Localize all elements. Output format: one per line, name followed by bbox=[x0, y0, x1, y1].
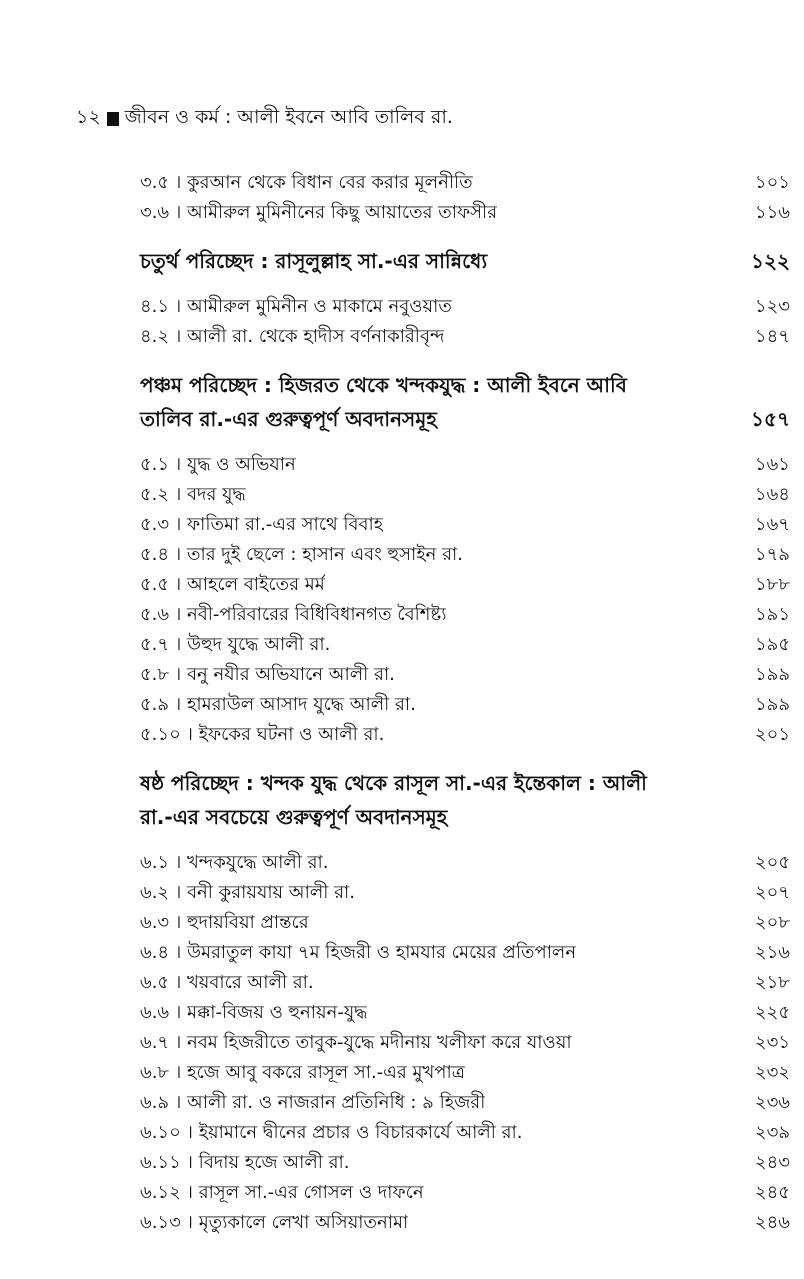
toc-entry-page: ২৪৩ bbox=[754, 1152, 790, 1173]
toc-entry-page: ১৯৯ bbox=[754, 694, 790, 715]
toc-entry bbox=[140, 1058, 790, 1088]
toc-entry bbox=[140, 540, 790, 570]
running-head bbox=[76, 103, 453, 135]
toc-entry bbox=[140, 198, 790, 228]
toc-entry-label: ৫.২ । বদর যুদ্ধ bbox=[140, 484, 246, 505]
toc-entry bbox=[140, 600, 790, 630]
toc-entry-label: ৫.১ । যুদ্ধ ও অভিযান bbox=[140, 454, 296, 475]
toc-entry-label: ৬.৭ । নবম হিজরীতে তাবুক-যুদ্ধে মদীনায় খলীফা করে যাওয়া bbox=[140, 1032, 572, 1053]
toc-entry-label: ৬.১ । খন্দকযুদ্ধে আলী রা. bbox=[140, 852, 329, 873]
chapter-heading bbox=[140, 368, 790, 436]
toc-entry-page: ১৯৫ bbox=[754, 634, 790, 655]
toc-entry-label: ৬.৪ । উমরাতুল কাযা ৭ম হিজরী ও হামযার মেয়ের প্রতিপালন bbox=[140, 942, 577, 963]
toc-entry bbox=[140, 450, 790, 480]
toc-entry-label: ৬.৫ । খয়বারে আলী রা. bbox=[140, 972, 314, 993]
toc-entry-page: ২২৫ bbox=[754, 1002, 790, 1023]
page-number: ১২ bbox=[76, 106, 101, 128]
toc-entry bbox=[140, 1088, 790, 1118]
toc-entry bbox=[140, 690, 790, 720]
chapter-heading-line: তালিব রা.-এর গুরুত্বপূর্ণ অবদানসমূহ bbox=[140, 407, 437, 431]
toc-entry-page: ১৬১ bbox=[754, 454, 790, 475]
chapter-heading-page: ১৫৭ bbox=[751, 407, 790, 431]
toc-entry-label: ৬.২ । বনী কুরায়যায় আলী রা. bbox=[140, 882, 355, 903]
toc-entry-label: ৫.৮ । বনু নযীর অভিযানে আলী রা. bbox=[140, 664, 395, 685]
toc-entry-page: ২০৭ bbox=[754, 882, 790, 903]
toc-entry-label: ৬.৮ । হজে আবু বকরে রাসূল সা.-এর মুখপাত্র bbox=[140, 1062, 465, 1083]
toc-entry-label: ৫.৪ । তার দুই ছেলে : হাসান এবং হুসাইন রা. bbox=[140, 544, 463, 565]
toc-entry bbox=[140, 848, 790, 878]
toc-entry bbox=[140, 570, 790, 600]
toc-entry bbox=[140, 938, 790, 968]
toc-entry-label: ৬.১০ । ইয়ামানে দ্বীনের প্রচার ও বিচারকার্যে আলী রা. bbox=[140, 1122, 523, 1143]
toc-entry bbox=[140, 998, 790, 1028]
toc-entry-page: ১২৩ bbox=[754, 296, 790, 317]
toc-entry-page: ২৩২ bbox=[754, 1062, 790, 1083]
toc-entry bbox=[140, 630, 790, 660]
toc-entry-label: ৩.৫ । কুরআন থেকে বিধান বের করার মূলনীতি bbox=[140, 172, 473, 193]
chapter-heading-line: পঞ্চম পরিচ্ছেদ : হিজরত থেকে খন্দকযুদ্ধ : আলী ইবনে আবি bbox=[140, 373, 627, 397]
toc-entry-page: ১৯৯ bbox=[754, 664, 790, 685]
chapter-heading-page: ১২২ bbox=[751, 249, 790, 273]
toc-entry-page: ১০১ bbox=[754, 172, 790, 193]
toc-entry bbox=[140, 480, 790, 510]
toc-entry-page: ১৬৭ bbox=[754, 514, 790, 535]
toc-entry-page: ২৩৬ bbox=[754, 1092, 790, 1113]
toc-entry-label: ৫.১০ । ইফকের ঘটনা ও আলী রা. bbox=[140, 724, 385, 745]
toc-entry bbox=[140, 1028, 790, 1058]
toc-entry-page: ২১৮ bbox=[754, 972, 790, 993]
toc-entry-label: ৬.৯ । আলী রা. ও নাজরান প্রতিনিধি : ৯ হিজরী bbox=[140, 1092, 486, 1113]
toc-entry-label: ৫.৯ । হামরাউল আসাদ যুদ্ধে আলী রা. bbox=[140, 694, 416, 715]
chapter-heading bbox=[140, 244, 790, 278]
running-head-title: জীবন ও কর্ম : আলী ইবনে আবি তালিব রা. bbox=[124, 106, 453, 128]
toc-entry-page: ২০৮ bbox=[754, 912, 790, 933]
toc-entry-page: ১৯১ bbox=[754, 604, 790, 625]
toc-entry-page: ১৮৮ bbox=[754, 574, 790, 595]
toc-entry-label: ৪.১ । আমীরুল মুমিনীন ও মাকামে নবুওয়াত bbox=[140, 296, 452, 317]
chapter-heading bbox=[140, 766, 790, 834]
table-of-contents bbox=[140, 168, 790, 1238]
toc-entry bbox=[140, 968, 790, 998]
toc-entry bbox=[140, 878, 790, 908]
toc-entry-page: ২১৬ bbox=[754, 942, 790, 963]
toc-entry bbox=[140, 168, 790, 198]
toc-entry-page: ১৬৪ bbox=[754, 484, 790, 505]
toc-entry bbox=[140, 1208, 790, 1238]
chapter-heading-line: ষষ্ঠ পরিচ্ছেদ : খন্দক যুদ্ধ থেকে রাসূল সা.-এর ইন্তেকাল : আলী bbox=[140, 771, 647, 795]
toc-entry-page: ২০১ bbox=[754, 724, 790, 745]
toc-entry bbox=[140, 292, 790, 322]
toc-entry-label: ৫.৫ । আহলে বাইতের মর্ম bbox=[140, 574, 325, 595]
toc-entry-label: ৬.৬ । মক্কা-বিজয় ও হুনায়ন-যুদ্ধ bbox=[140, 1002, 368, 1023]
chapter-heading-line: রা.-এর সবচেয়ে গুরুত্বপূর্ণ অবদানসমূহ bbox=[140, 805, 448, 829]
toc-entry bbox=[140, 1178, 790, 1208]
toc-entry bbox=[140, 322, 790, 352]
toc-entry-label: ৪.২ । আলী রা. থেকে হাদীস বর্ণনাকারীবৃন্দ bbox=[140, 326, 445, 347]
square-bullet-icon bbox=[107, 112, 119, 126]
toc-entry-label: ৩.৬ । আমীরুল মুমিনীনের কিছু আয়াতের তাফসীর bbox=[140, 202, 498, 223]
toc-entry bbox=[140, 720, 790, 750]
toc-entry-page: ২৩১ bbox=[754, 1032, 790, 1053]
toc-entry-label: ৬.১২ । রাসূল সা.-এর গোসল ও দাফনে bbox=[140, 1182, 424, 1203]
toc-entry-label: ৬.১৩ । মৃত্যুকালে লেখা অসিয়াতনামা bbox=[140, 1212, 409, 1233]
toc-entry bbox=[140, 1118, 790, 1148]
toc-entry bbox=[140, 908, 790, 938]
toc-entry-page: ১১৬ bbox=[754, 202, 790, 223]
toc-entry bbox=[140, 510, 790, 540]
toc-entry-label: ৬.১১ । বিদায় হজে আলী রা. bbox=[140, 1152, 350, 1173]
toc-entry-label: ৫.৬ । নবী-পরিবারের বিধিবিধানগত বৈশিষ্ট্য bbox=[140, 604, 447, 625]
toc-entry-page: ২৪৫ bbox=[754, 1182, 790, 1203]
toc-entry-page: ২০৫ bbox=[754, 852, 790, 873]
toc-entry-page: ১৪৭ bbox=[754, 326, 790, 347]
toc-entry bbox=[140, 660, 790, 690]
chapter-heading-line: চতুর্থ পরিচ্ছেদ : রাসূলুল্লাহ সা.-এর সান্নিধ্যে bbox=[140, 249, 488, 273]
toc-entry-page: ২৩৯ bbox=[754, 1122, 790, 1143]
toc-entry bbox=[140, 1148, 790, 1178]
toc-entry-label: ৫.৭ । উহুদ যুদ্ধে আলী রা. bbox=[140, 634, 331, 655]
toc-entry-page: ১৭৯ bbox=[754, 544, 790, 565]
toc-entry-label: ৫.৩ । ফাতিমা রা.-এর সাথে বিবাহ bbox=[140, 514, 384, 535]
toc-entry-page: ২৪৬ bbox=[754, 1212, 790, 1233]
toc-entry-label: ৬.৩ । হুদায়বিয়া প্রান্তরে bbox=[140, 912, 309, 933]
